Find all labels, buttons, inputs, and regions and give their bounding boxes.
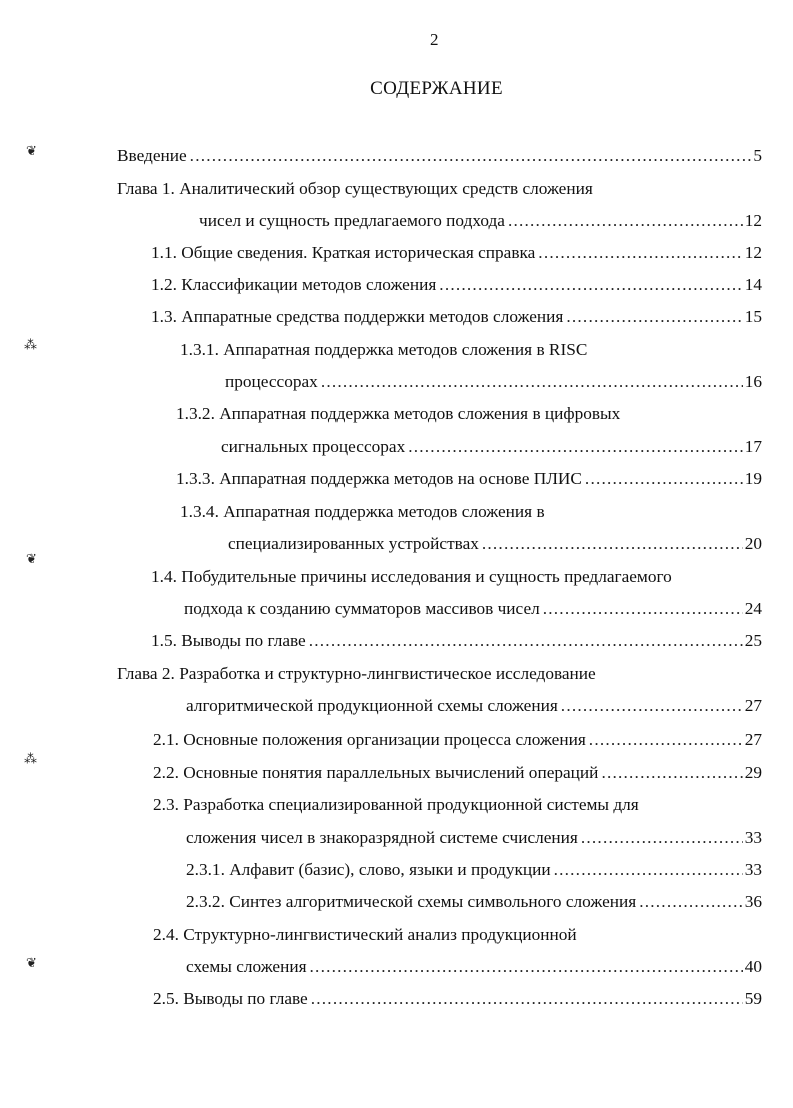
toc-entry-text: 2.4. Структурно-лингвистический анализ продукционной — [153, 925, 577, 944]
toc-entry-text: 1.3.3. Аппаратная поддержка методов на основе ПЛИС — [176, 469, 582, 488]
toc-leader — [311, 988, 743, 1010]
toc-page-number: 36 — [744, 892, 762, 911]
toc-entry-text: 2.2. Основные понятия параллельных вычислений операций — [153, 763, 599, 782]
toc-entry-text: чисел и сущность предлагаемого подхода — [199, 211, 505, 230]
toc-page-number: 12 — [744, 243, 762, 262]
toc-page-number: 5 — [753, 146, 762, 165]
toc-leader — [309, 630, 743, 652]
toc-entry-text: процессорах — [225, 372, 318, 391]
toc-entry-text: 1.4. Побудительные причины исследования и сущность предлагаемого — [151, 567, 672, 586]
toc-page-number: 19 — [744, 469, 762, 488]
margin-mark-icon: ❦ — [26, 552, 37, 567]
toc-entry — [151, 630, 762, 652]
toc-entry — [221, 436, 762, 458]
toc-leader — [538, 242, 742, 264]
toc-leader — [190, 145, 752, 167]
toc-page-number: 29 — [744, 763, 762, 782]
toc-leader — [543, 598, 743, 620]
toc-leader — [601, 762, 742, 784]
toc-page-number: 27 — [744, 696, 762, 715]
toc-entry-text: 1.3.1. Аппаратная поддержка методов сложения в RISC — [180, 340, 588, 359]
toc-page-number: 59 — [744, 989, 762, 1008]
toc-entry-text: 1.3.4. Аппаратная поддержка методов сложения в — [180, 502, 545, 521]
toc-entry-text: 1.2. Классификации методов сложения — [151, 275, 437, 294]
toc-page-number: 40 — [744, 957, 762, 976]
toc-entry-text: 2.3. Разработка специализированной продукционной системы для — [153, 795, 639, 814]
toc-entry — [117, 145, 762, 167]
toc-leader — [482, 533, 743, 555]
toc-entry-text: 1.5. Выводы по главе — [151, 631, 306, 650]
toc-page-number: 17 — [744, 437, 762, 456]
toc-leader — [561, 695, 743, 717]
toc-entry-text: 1.1. Общие сведения. Краткая историческая справка — [151, 243, 536, 262]
toc-entry-text: 2.3.1. Алфавит (базис), слово, языки и продукции — [186, 860, 551, 879]
toc-leader — [439, 274, 742, 296]
toc-entry-text: Глава 2. Разработка и структурно-лингвистическое исследование — [117, 664, 596, 683]
toc-entry-heading — [153, 924, 577, 946]
toc-entry-heading — [180, 339, 587, 361]
toc-entry-text: 2.3.2. Синтез алгоритмической схемы символьного сложения — [186, 892, 637, 911]
toc-leader — [554, 859, 743, 881]
toc-entry — [199, 210, 762, 232]
toc-leader — [321, 371, 743, 393]
toc-entry — [153, 988, 762, 1010]
toc-entry-heading — [151, 566, 672, 588]
margin-mark-icon: ⁂ — [24, 752, 37, 767]
toc-entry-text: 2.1. Основные положения организации процесса сложения — [153, 730, 586, 749]
toc-entry-text: 2.5. Выводы по главе — [153, 989, 308, 1008]
toc-entry-heading — [153, 794, 639, 816]
toc-page-number: 33 — [744, 860, 762, 879]
toc-leader — [310, 956, 743, 978]
toc-entry — [151, 274, 762, 296]
toc-entry-text: сигнальных процессорах — [221, 437, 406, 456]
toc-entry — [151, 242, 762, 264]
toc-entry — [228, 533, 762, 555]
toc-entry — [186, 891, 762, 913]
page-title: СОДЕРЖАНИЕ — [370, 78, 503, 99]
toc-entry — [186, 859, 762, 881]
toc-entry — [153, 729, 762, 751]
toc-entry — [186, 695, 762, 717]
toc-leader — [408, 436, 743, 458]
toc-entry-heading — [117, 178, 593, 200]
toc-entry-text: сложения чисел в знакоразрядной системе счисления — [186, 828, 578, 847]
toc-entry-text: алгоритмической продукционной схемы сложения — [186, 696, 558, 715]
toc-page-number: 14 — [744, 275, 762, 294]
toc-entry-text: схемы сложения — [186, 957, 307, 976]
toc-page-number: 16 — [744, 372, 762, 391]
toc-entry — [176, 468, 762, 490]
margin-mark-icon: ⁂ — [24, 338, 37, 353]
page-number: 2 — [430, 30, 439, 49]
margin-mark-icon: ❦ — [26, 956, 37, 971]
toc-entry-heading — [180, 501, 545, 523]
toc-page-number: 15 — [744, 307, 762, 326]
toc-leader — [639, 891, 743, 913]
toc-page-number: 12 — [744, 211, 762, 230]
toc-entry-text: подхода к созданию сумматоров массивов чисел — [184, 599, 540, 618]
toc-page-number: 25 — [744, 631, 762, 650]
margin-mark-icon: ❦ — [26, 144, 37, 159]
toc-entry-text: Введение — [117, 146, 187, 165]
toc-leader — [508, 210, 743, 232]
toc-entry-text: 1.3.2. Аппаратная поддержка методов сложения в цифровых — [176, 404, 621, 423]
toc-leader — [566, 306, 742, 328]
toc-entry-text: Глава 1. Аналитический обзор существующих средств сложения — [117, 179, 593, 198]
toc-entry-text: 1.3. Аппаратные средства поддержки методов сложения — [151, 307, 564, 326]
toc-entry-text: специализированных устройствах — [228, 534, 479, 553]
toc-leader — [581, 827, 743, 849]
toc-entry — [225, 371, 762, 393]
toc-page-number: 27 — [744, 730, 762, 749]
toc-leader — [585, 468, 743, 490]
toc-page-number: 33 — [744, 828, 762, 847]
toc-page-number: 20 — [744, 534, 762, 553]
toc-page-number: 24 — [744, 599, 762, 618]
toc-entry — [153, 762, 762, 784]
toc-entry — [151, 306, 762, 328]
toc-entry — [186, 956, 762, 978]
toc-entry-heading — [176, 403, 620, 425]
toc-entry — [184, 598, 762, 620]
toc-entry — [186, 827, 762, 849]
toc-leader — [589, 729, 743, 751]
toc-entry-heading — [117, 663, 596, 685]
